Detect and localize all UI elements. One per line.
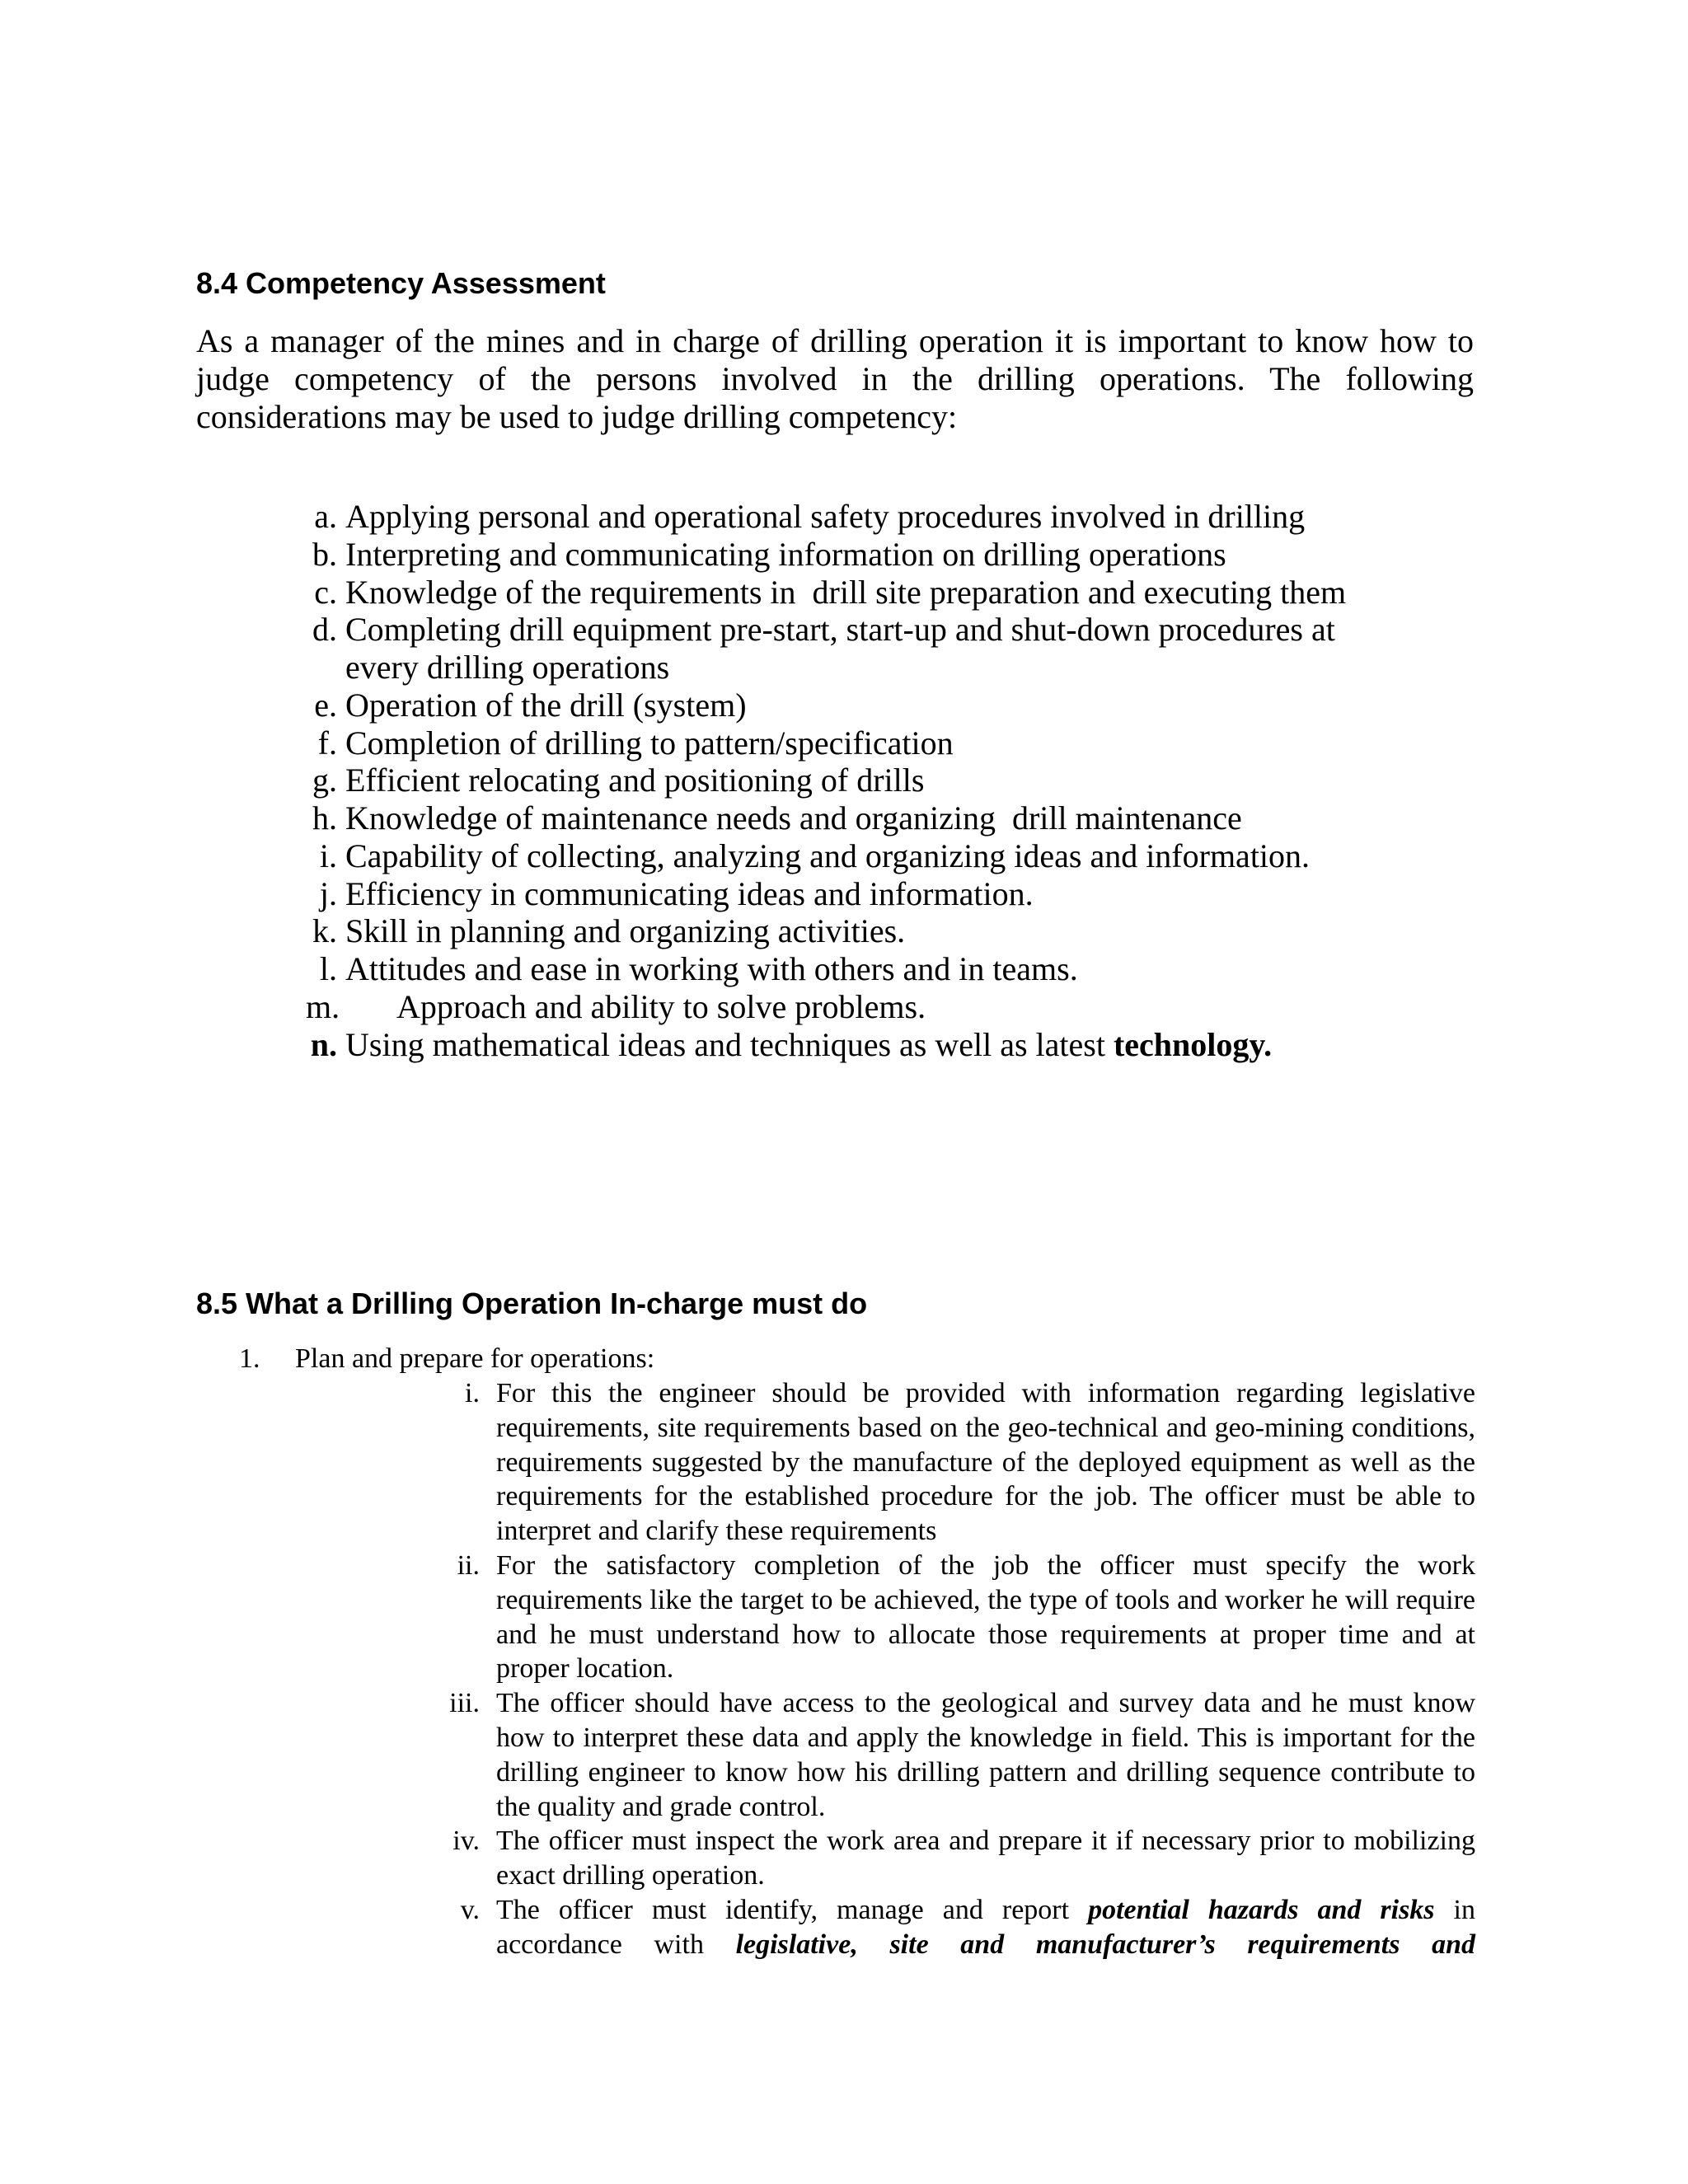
list-item-text: The officer must inspect the work area and prepare it if necessary prior to mobilizing exact drilling operation. <box>496 1825 1475 1891</box>
list-item-text: Efficient relocating and positioning of drills <box>345 762 925 799</box>
list-marker: j. <box>319 874 337 912</box>
list-item <box>301 687 1496 724</box>
list-marker: iv. <box>452 1825 480 1857</box>
list-item-text: Interpreting and communicating information on drilling operations <box>345 535 1226 573</box>
list-marker: n. <box>310 1025 337 1063</box>
list-marker: v. <box>460 1894 480 1925</box>
list-item-text: Approach and ability to solve problems. <box>396 987 926 1025</box>
list-item-text: For this the engineer should be provided with information regarding legislative requirements, site requirements based on the geo-technical and geo-mining conditions, requirements suggested by the manufacture of the deployed equipment as well as the requirements for the established procedure for the job. The officer must be able to interpret and clarify these requirements <box>496 1378 1475 1547</box>
competency-list <box>301 498 1496 1063</box>
list-item-text: Knowledge of the requirements in drill site preparation and executing them <box>345 573 1347 611</box>
list-item-text: Capability of collecting, analyzing and organizing ideas and information. <box>345 837 1311 874</box>
list-marker: f. <box>317 724 337 762</box>
list-marker: m. <box>306 987 340 1025</box>
list-item-text: Using mathematical ideas and techniques as well as latest technology. <box>345 1025 1273 1063</box>
list-marker: k. <box>312 912 337 950</box>
list-item <box>301 762 1496 799</box>
list-marker: a. <box>314 498 337 535</box>
list-item-text: Operation of the drill (system) <box>345 686 747 724</box>
list-item <box>301 950 1496 988</box>
list-marker: 1. <box>239 1343 260 1374</box>
list-item <box>301 574 1496 612</box>
list-item-text: The officer should have access to the geological and survey data and he must know how to interpret these data and apply the knowledge in field. This is important for the drilling engineer to know how his drilling pattern and drilling sequence contribute to the quality and grade control. <box>496 1688 1475 1822</box>
list-marker: ii. <box>457 1549 480 1581</box>
list-item <box>429 1549 1475 1686</box>
list-item-text: Plan and prepare for operations: <box>295 1343 655 1374</box>
list-item <box>301 536 1496 574</box>
list-item-text: Applying personal and operational safety procedures involved in drilling <box>345 498 1306 535</box>
list-item <box>301 837 1496 875</box>
list-marker: h. <box>312 799 337 837</box>
list-marker: c. <box>314 573 337 611</box>
list-item <box>301 912 1496 950</box>
list-item <box>301 799 1496 837</box>
list-marker: b. <box>312 535 337 573</box>
section-heading-8-5: 8.5 What a Drilling Operation In-charge must do <box>196 1286 868 1320</box>
list-marker: g. <box>312 762 337 799</box>
list-item <box>429 1824 1475 1893</box>
section-heading-8-4: 8.4 Competency Assessment <box>196 266 606 300</box>
list-item-text: Knowledge of maintenance needs and organizing drill maintenance <box>345 799 1242 837</box>
list-item <box>301 875 1496 913</box>
list-item <box>429 1686 1475 1824</box>
list-marker: e. <box>314 686 337 724</box>
step-list <box>239 1342 654 1376</box>
list-marker: i. <box>465 1378 480 1408</box>
sub-item-list <box>429 1376 1475 1962</box>
list-item <box>239 1342 654 1376</box>
list-item-text: The officer must identify, manage and report potential hazards and risks in accordance with legislative, site and manufacturer’s requirements and <box>496 1894 1475 1960</box>
list-item <box>301 498 1496 536</box>
list-item <box>429 1376 1475 1549</box>
intro-paragraph: As a manager of the mines and in charge of drilling operation it is important to know how to judge competency of the persons involved in the drilling operations. The following considerations may be used to judge drilling competency: <box>196 322 1474 435</box>
list-item <box>301 1026 1496 1064</box>
list-item-text: Skill in planning and organizing activities. <box>345 912 906 950</box>
list-marker: i. <box>319 837 337 874</box>
list-item <box>306 988 1496 1026</box>
list-item-text: Attitudes and ease in working with others and in teams. <box>345 950 1078 987</box>
list-item <box>429 1893 1475 1962</box>
list-item-text: For the satisfactory completion of the job the officer must specify the work requirements like the target to be achieved, the type of tools and worker he will require and he must understand how to allocate those requirements at proper time and at proper location. <box>496 1549 1475 1685</box>
list-item-text: Completing drill equipment pre-start, start-up and shut-down procedures at every drilling operations <box>345 611 1335 686</box>
list-item-text: Completion of drilling to pattern/specification <box>345 724 954 762</box>
list-marker: iii. <box>449 1688 480 1719</box>
list-item <box>301 611 1496 687</box>
list-item <box>301 724 1496 762</box>
list-item-text: Efficiency in communicating ideas and information. <box>345 874 1034 912</box>
list-marker: d. <box>312 611 337 649</box>
list-marker: l. <box>319 950 337 987</box>
